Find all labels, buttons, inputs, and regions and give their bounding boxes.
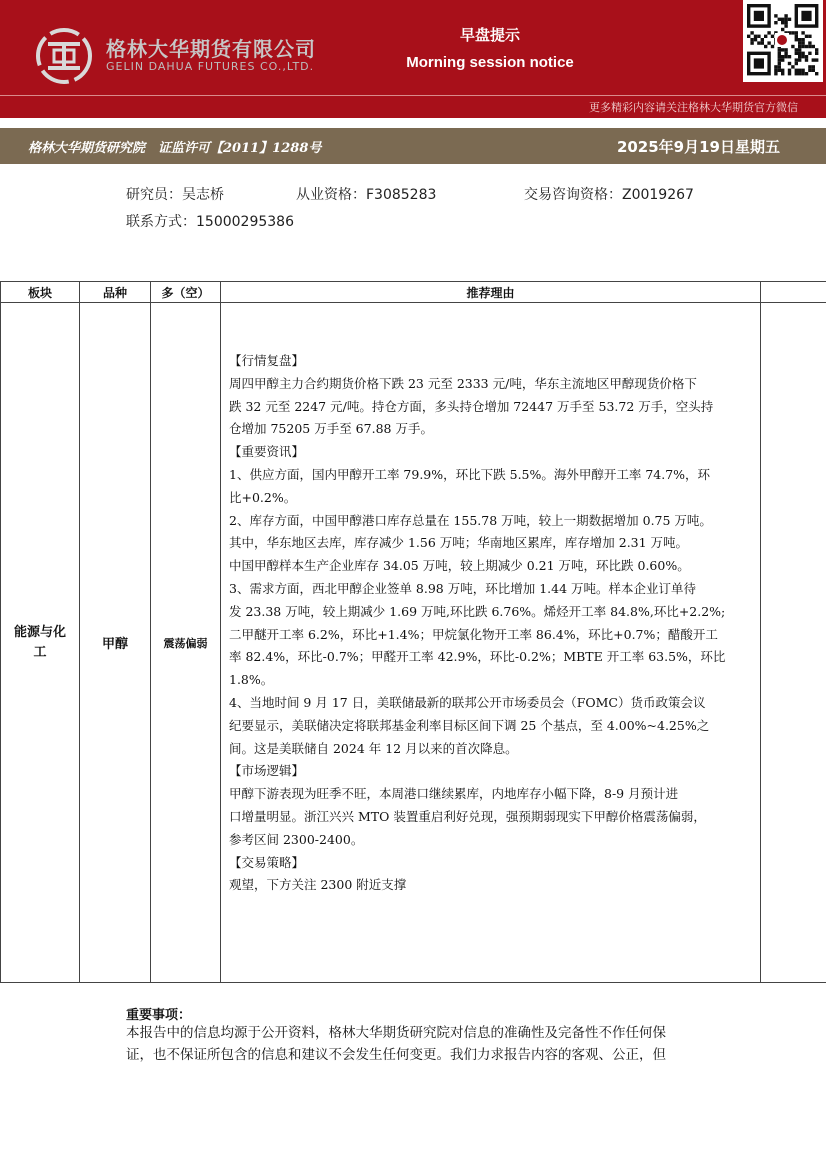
report-title-en: Morning session notice	[406, 54, 574, 71]
reason-line: 口增量明显。浙江兴兴 MTO 装置重启利好兑现，强预期弱现实下甲醇价格震荡偏弱，	[229, 808, 706, 824]
reason-line: 1、供应方面，国内甲醇开工率 79.9%，环比下跌 5.5%。海外甲醇开工率 74.7%，环	[229, 466, 711, 482]
sector-label: 能源与化 工	[13, 624, 66, 660]
wechat-note-text: 更多精彩内容请关注格林大华期货官方微信	[589, 101, 798, 114]
qr-code-icon	[743, 0, 823, 82]
reason-line: 【交易策略】	[229, 854, 305, 870]
contact-info: 联系方式：15000295386	[126, 214, 294, 230]
cell-reason	[221, 303, 761, 983]
header-variety: 品种	[80, 282, 151, 303]
reason-line: 纪要显示，美联储决定将联邦基金利率目标区间下调 25 个基点，至 4.00%~4.25%之	[229, 717, 710, 733]
report-date: 2025年9月19日星期五	[616, 138, 780, 156]
reason-line: 中国甲醇样本生产企业库存 34.05 万吨，较上期减少 0.21 万吨，环比跌 0.60%。	[229, 558, 690, 574]
reason-line: 【市场逻辑】	[229, 763, 305, 779]
reason-line: 间。这是美联储自 2024 年 12 月以来的首次降息。	[229, 740, 518, 756]
wechat-qr-code	[743, 0, 823, 82]
advisory-qualification: 交易咨询资格：Z0019267	[524, 187, 694, 203]
header-reason: 推荐理由	[221, 282, 761, 303]
header-band	[0, 0, 826, 95]
reason-line: 仓增加 75205 万手至 67.88 万手。	[229, 421, 433, 437]
reason-line: 其中，华东地区去库，库存减少 1.56 万吨；华南地区累库，库存增加 2.31 万吨。	[229, 535, 689, 551]
reason-line: 4、当地时间 9 月 17 日，美联储最新的联邦公开市场委员会（FOMC）货币政策会议	[229, 694, 706, 710]
reason-line: 跌 32 元至 2247 元/吨。持仓方面，多头持仓增加 72447 万手至 53.72 万手，空头持	[229, 398, 714, 414]
table-row	[1, 303, 826, 983]
cell-sector	[1, 303, 80, 983]
wechat-note-bar	[0, 95, 826, 118]
report-title-cn: 早盘提示	[459, 26, 520, 44]
reason-line: 参考区间 2300-2400。	[229, 831, 364, 847]
company-name-en: GELIN DAHUA FUTURES CO.,LTD.	[106, 60, 315, 73]
notice-body	[126, 1022, 710, 1066]
table-header-row	[1, 282, 826, 303]
header-empty	[761, 282, 826, 303]
reason-line: 【行情复盘】	[229, 353, 305, 368]
reason-line: 1.8%。	[229, 672, 274, 688]
header-direction: 多（空）	[151, 282, 221, 303]
notice-line: 证，也不保证所包含的信息和建议不会发生任何变更。我们力求报告内容的客观、公正，但	[126, 1047, 666, 1063]
institute-bar	[0, 128, 826, 164]
institute-license: 格林大华期货研究院 证监许可【2011】1288号	[28, 141, 322, 156]
notice-heading: 重要事项：	[126, 1008, 192, 1023]
reason-line: 观望，下方关注 2300 附近支撑	[229, 877, 407, 893]
researcher-name: 研究员：吴志桥	[126, 187, 224, 203]
company-logo-icon	[34, 28, 94, 84]
cell-direction: 震荡偏弱	[151, 303, 221, 983]
reason-line: 【重要资讯】	[229, 444, 305, 460]
reason-line: 二甲醚开工率 6.2%，环比+1.4%；甲烷氯化物开工率 86.4%，环比+0.7%；醋酸开工	[229, 626, 718, 642]
notice-line: 本报告中的信息均源于公开资料，格林大华期货研究院对信息的准确性及完备性不作任何保	[126, 1025, 666, 1041]
practice-qualification: 从业资格：F3085283	[296, 187, 437, 203]
reason-line: 2、库存方面，中国甲醇港口库存总量在 155.78 万吨，较上一期数据增加 0.75 万吨。	[229, 512, 712, 528]
cell-variety: 甲醇	[80, 303, 151, 983]
reason-line: 周四甲醇主力合约期货价格下跌 23 元至 2333 元/吨，华东主流地区甲醇现货价格下	[229, 375, 697, 391]
reason-line: 发 23.38 万吨，较上期减少 1.69 万吨,环比跌 6.76%。烯烃开工率 84.8%,环比+2.2%;	[229, 603, 726, 619]
reason-line: 甲醇下游表现为旺季不旺，本周港口继续累库，内地库存小幅下降，8-9 月预计进	[229, 786, 679, 802]
reason-text	[229, 350, 756, 897]
cell-empty	[761, 303, 826, 983]
reason-line: 比+0.2%。	[229, 489, 297, 505]
reason-line: 3、需求方面，西北甲醇企业签单 8.98 万吨，环比增加 1.44 万吨。样本企业订单待	[229, 580, 697, 596]
header-sector: 板块	[1, 282, 80, 303]
company-name-cn: 格林大华期货有限公司	[106, 37, 316, 61]
reason-line: 率 82.4%，环比-0.7%；甲醛开工率 42.9%，环比-0.2%；MBTE 开工率 63.5%，环比	[229, 649, 726, 665]
recommendation-table	[0, 281, 826, 983]
